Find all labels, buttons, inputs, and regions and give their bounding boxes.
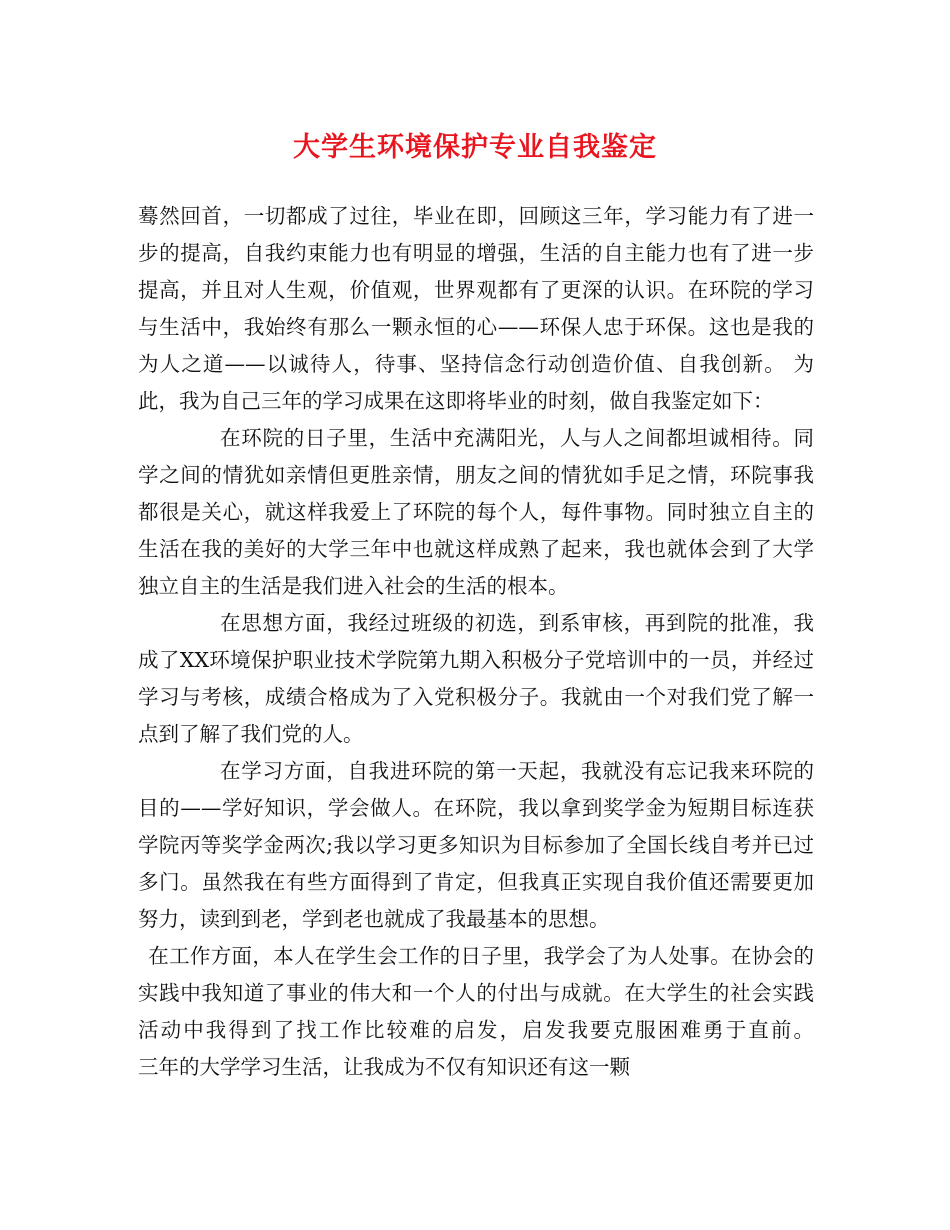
paragraph-ideology: 在思想方面，我经过班级的初选，到系审核，再到院的批准，我成了XX环境保护职业技术学院第九期入积极分子党培训中的一员，并经过学习与考核，成绩合格成为了入党积极分子。我就由一个对我们党了解一点到了解了我们党的人。 bbox=[138, 611, 814, 746]
paragraph-campus-life: 在环院的日子里，生活中充满阳光，人与人之间都坦诚相待。同学之间的情犹如亲情但更胜亲情，朋友之间的情犹如手足之情，环院事我都很是关心，就这样我爱上了环院的每个人，每件事物。同时独立自主的生活在我的美好的大学三年中也就这样成熟了起来，我也就体会到了大学独立自主的生活是我们进入社会的生活的根本。 bbox=[138, 426, 814, 598]
paragraph-intro: 蓦然回首，一切都成了过往，毕业在即，回顾这三年，学习能力有了进一步的提高，自我约束能力也有明显的增强，生活的自主能力也有了进一步提高，并且对人生观，价值观，世界观都有了更深的认识。在环院的学习与生活中，我始终有那么一颗永恒的心——环保人忠于环保。这也是我的为人之道——以诚待人，待事、坚持信念行动创造价值、自我创新。 为此，我为自己三年的学习成果在这即将毕业的时刻，做自我鉴定如下： bbox=[138, 204, 814, 413]
paragraph-work: 在工作方面，本人在学生会工作的日子里，我学会了为人处事。在协会的实践中我知道了事业的伟大和一个人的付出与成就。在大学生的社会实践活动中我得到了找工作比较难的启发，启发我要克服困难勇于直前。 三年的大学学习生活，让我成为不仅有知识还有这一颗 bbox=[138, 944, 880, 1079]
document-body bbox=[138, 198, 880, 1086]
paragraph-study: 在学习方面，自我进环院的第一天起，我就没有忘记我来环院的目的——学好知识，学会做人。在环院，我以拿到奖学金为短期目标连获学院丙等奖学金两次;我以学习更多知识为目标参加了全国长线自考并已过多门。虽然我在有些方面得到了肯定，但我真正实现自我价值还需要更加努力，读到到老，学到老也就成了我最基本的思想。 bbox=[138, 759, 814, 931]
document-title: 大学生环境保护专业自我鉴定 bbox=[293, 132, 657, 163]
